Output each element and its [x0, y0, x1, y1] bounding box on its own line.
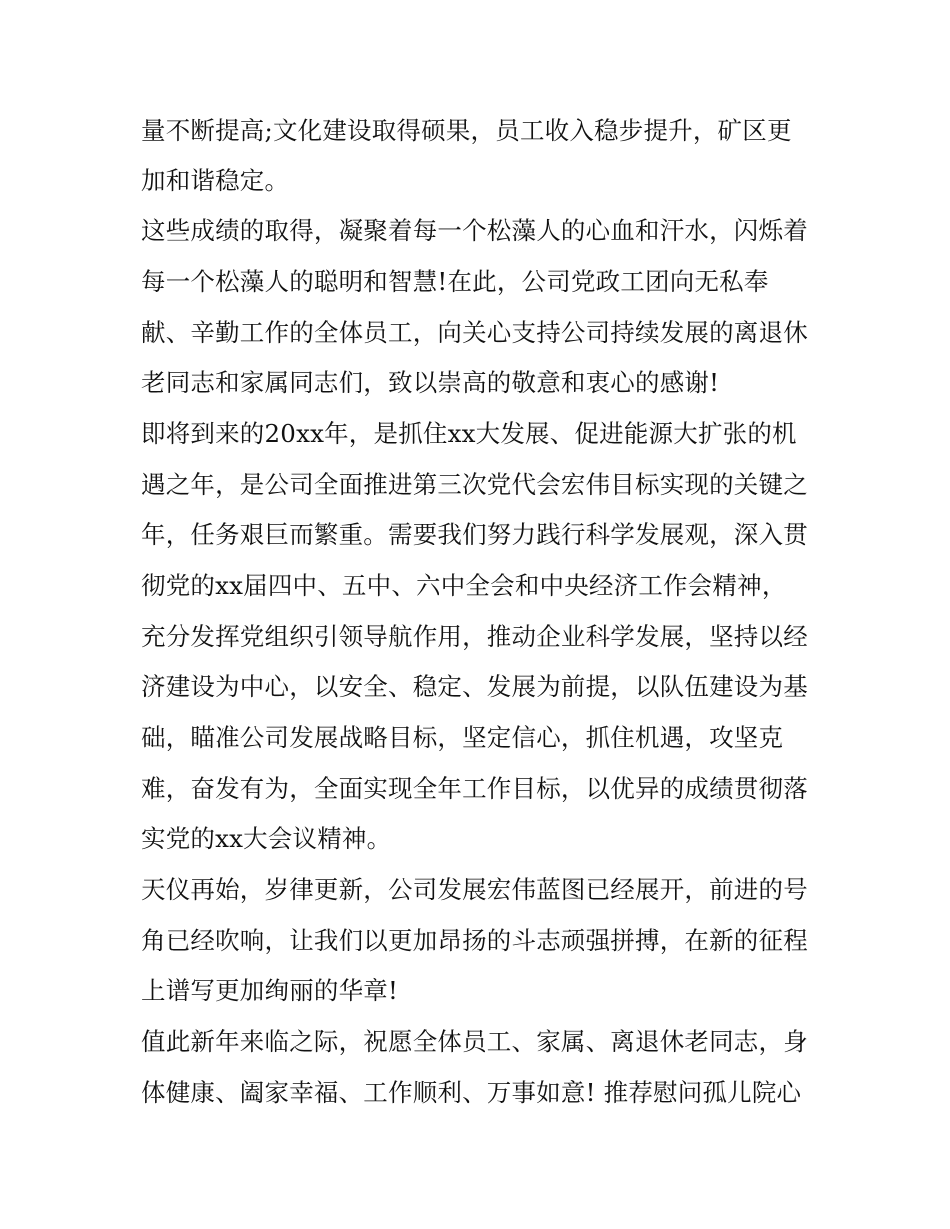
- text-line: 这些成绩的取得，凝聚着每一个松藻人的心血和汗水，闪烁着: [141, 216, 808, 245]
- text-line: 献、辛勤工作的全体员工，向关心支持公司持续发展的离退休: [141, 318, 808, 347]
- text-line: 济建设为中心，以安全、稳定、发展为前提，以队伍建设为基: [141, 672, 808, 701]
- text-line: 加和谐稳定。: [141, 166, 290, 195]
- text-line: 年，任务艰巨而繁重。需要我们努力践行科学发展观，深入贯: [141, 520, 808, 549]
- text-line: 老同志和家属同志们，致以崇高的敬意和衷心的感谢!: [141, 368, 720, 397]
- text-line: 每一个松藻人的聪明和智慧!在此，公司党政工团向无私奉: [141, 267, 769, 296]
- text-line: 彻党的xx届四中、五中、六中全会和中央经济工作会精神，: [141, 571, 787, 600]
- text-line: 遇之年，是公司全面推进第三次党代会宏伟目标实现的关键之: [141, 470, 808, 499]
- text-line: 值此新年来临之际，祝愿全体员工、家属、离退休老同志，身: [141, 1027, 808, 1056]
- text-line: 充分发挥党组织引领导航作用，推动企业科学发展，坚持以经: [141, 622, 808, 651]
- text-line: 础，瞄准公司发展战略目标，坚定信心，抓住机遇，攻坚克: [141, 723, 784, 752]
- text-line: 实党的xx大会议精神。: [141, 824, 392, 853]
- text-line: 难，奋发有为，全面实现全年工作目标，以优异的成绩贯彻落: [141, 774, 808, 803]
- text-line: 即将到来的20xx年，是抓住xx大发展、促进能源大扩张的机: [141, 419, 797, 448]
- text-line: 天仪再始，岁律更新，公司发展宏伟蓝图已经展开，前进的号: [141, 875, 808, 904]
- text-line: 量不断提高;文化建设取得硕果，员工收入稳步提升，矿区更: [141, 116, 792, 145]
- text-line: 上谱写更加绚丽的华章!: [141, 976, 399, 1005]
- text-line: 体健康、阖家幸福、工作顺利、万事如意! 推荐慰问孤儿院心: [141, 1078, 802, 1107]
- text-line: 角已经吹响，让我们以更加昂扬的斗志顽强拼搏，在新的征程: [141, 926, 808, 955]
